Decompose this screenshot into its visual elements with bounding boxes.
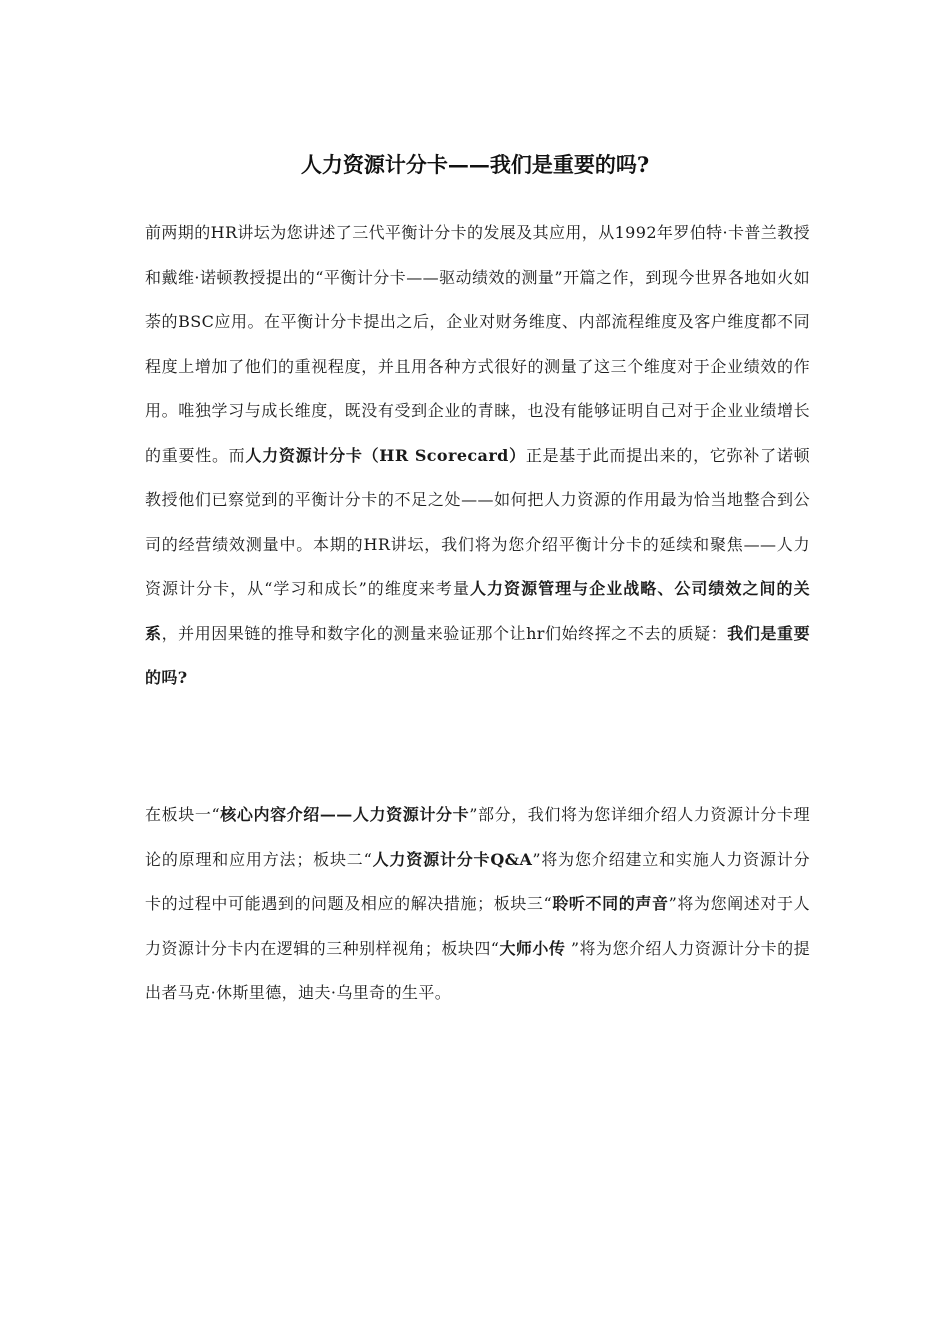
text-run: 正是基于此而提出来的，它弥补了诺顿教授他们已察觉到的平衡计分卡的不足之处——如何把人力资源的作用最为恰当地整合到公司的经营绩效测量中。本期的HR讲坛，我们将为您介绍平衡计分卡的延续和聚焦——人力资源计分卡，从“学习和成长”的维度来考量 [145,445,810,598]
bold-text-run: 我们是重要的吗? [145,623,810,687]
bold-text-run: 人力资源管理与企业战略、公司绩效之间的关系 [145,579,810,643]
text-run: ，并用因果链的推导和数字化的测量来验证那个让hr们始终挥之不去的质疑： [161,623,728,643]
section-one-name: 核心内容介绍——人力资源计分卡 [220,805,470,824]
text-run: ”将为您阐述对于人力资源计分卡内在逻辑的三种别样视角；板块四“ [145,894,811,958]
section-two-name: 人力资源计分卡Q&A [372,849,533,869]
intro-paragraph [145,211,810,701]
text-run: ”将为您介绍人力资源计分卡的提出者马克·休斯里德，迪夫·乌里奇的生平。 [145,938,810,1002]
text-run: 前两期的HR讲坛为您讲述了三代平衡计分卡的发展及其应用，从1992年罗伯特·卡普兰教授和戴维·诺顿教授提出的“平衡计分卡——驱动绩效的测量”开篇之作，到现今世界各地如火如荼的BSC应用。在平衡计分卡提出之后，企业对财务维度、内部流程维度及客户维度都不同程度上增加了他们的重视程度，并且用各种方式很好的测量了这三个维度对于企业绩效的作用。唯独学习与成长维度，既没有受到企业的青睐，也没有能够证明自己对于企业业绩增长的重要性。而 [145,223,811,465]
section-three-name: 聆听不同的声音 [552,894,669,913]
text-run: 在板块一“ [145,805,221,824]
text-run: ”部分，我们将为您详细介绍人力资源计分卡理论的原理和应用方法；板块二“ [145,805,810,869]
document-title: 人力资源计分卡——我们是重要的吗? [300,152,650,178]
bold-text-run: 人力资源计分卡（HR Scorecard） [245,445,526,465]
sections-paragraph [145,793,810,1016]
section-four-name: 大师小传 [499,938,566,958]
text-run: ”将为您介绍建立和实施人力资源计分卡的过程中可能遇到的问题及相应的解决措施；板块三“ [145,849,810,913]
